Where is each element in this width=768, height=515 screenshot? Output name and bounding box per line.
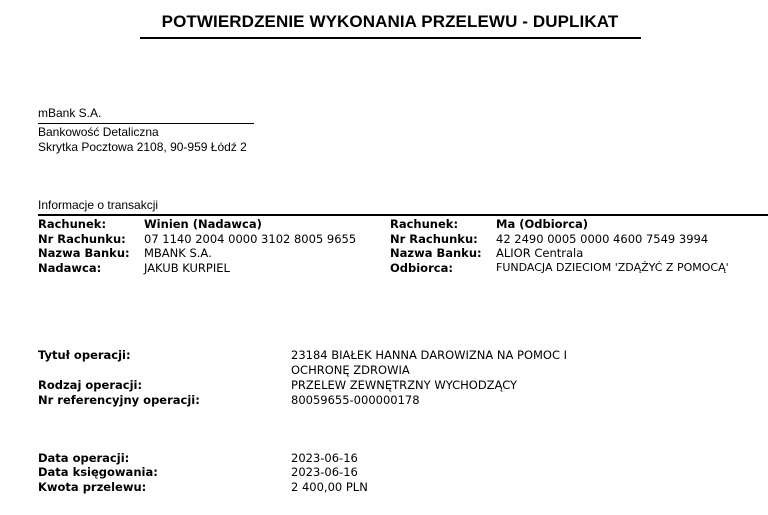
recipient-account-type: Ma (Odbiorca) [496,217,589,231]
recipient-bank-name-label: Nazwa Banku: [390,246,482,260]
operation-reference-label: Nr referencyjny operacji: [38,393,200,407]
operation-date-label: Data operacji: [38,451,130,465]
sender-account-label: Rachunek: [38,217,107,231]
sender-party-label: Nadawca: [38,261,102,275]
transaction-divider [38,214,768,216]
sender-bank-name-label: Nazwa Banku: [38,246,130,260]
recipient-account-number: 42 2490 0005 0000 4600 7549 3994 [496,232,709,246]
operation-type-label: Rodzaj operacji: [38,378,143,392]
recipient-account-label: Rachunek: [390,217,459,231]
sender-bank-name: MBANK S.A. [144,246,212,260]
operation-title-line1: 23184 BIAŁEK HANNA DAROWIZNA NA POMOC I [291,348,568,362]
sender-party-name: JAKUB KURPIEL [144,261,230,275]
transfer-amount: 2 400,00 PLN [291,480,368,494]
operation-date: 2023-06-16 [291,451,358,465]
sender-account-number: 07 1140 2004 0000 3102 8005 9655 [144,232,357,246]
recipient-bank-name: ALIOR Centrala [496,246,584,260]
transaction-section-label: Informacje o transakcji [38,198,159,212]
operation-title-line2: OCHRONĘ ZDROWIA [291,363,410,377]
operation-title-label: Tytuł operacji: [38,348,131,362]
amount-label: Kwota przelewu: [38,480,147,494]
bank-name: mBank S.A. [38,106,102,120]
bank-divider [38,123,254,124]
sender-account-number-label: Nr Rachunku: [38,232,126,246]
recipient-account-number-label: Nr Rachunku: [390,232,478,246]
document-title: POTWIERDZENIE WYKONANIA PRZELEWU - DUPLIKAT [161,12,619,31]
posting-date: 2023-06-16 [291,465,358,479]
recipient-party-label: Odbiorca: [390,261,453,275]
title-underline [140,37,641,39]
bank-address: Skrytka Pocztowa 2108, 90-959 Łódź 2 [38,140,247,154]
operation-reference: 80059655-000000178 [291,393,420,407]
recipient-party-name: FUNDACJA DZIECIOM 'ZDĄŻYĆ Z POMOCĄ' [496,261,729,274]
bank-department: Bankowość Detaliczna [38,125,159,139]
posting-date-label: Data księgowania: [38,465,158,479]
sender-account-type: Winien (Nadawca) [144,217,262,231]
operation-type: PRZELEW ZEWNĘTRZNY WYCHODZĄCY [291,378,518,392]
